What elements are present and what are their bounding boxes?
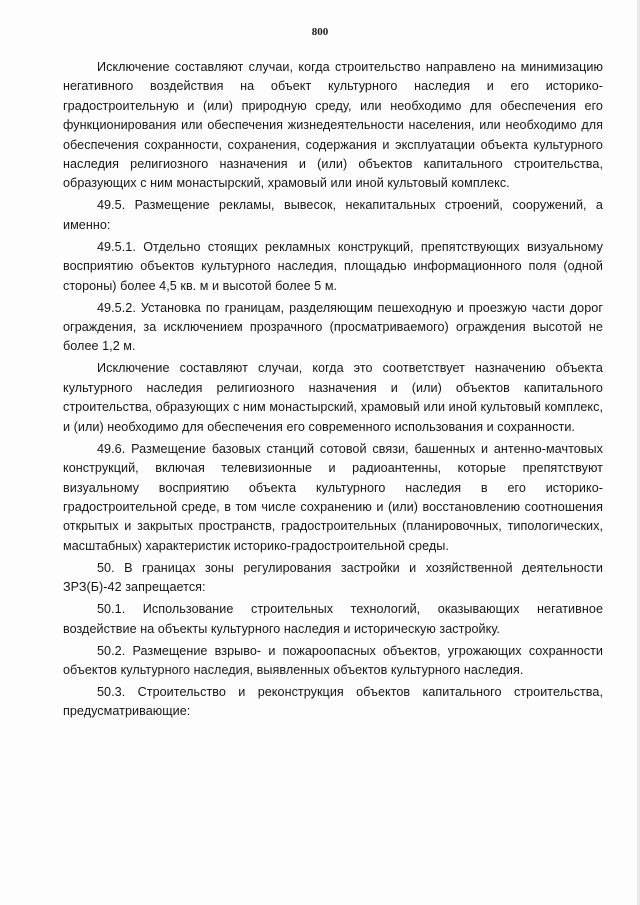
paragraph-50-1: 50.1. Использование строительных технологий, оказывающих негативное воздействие на объекты культурного наследия и историческую застройку. [63, 602, 603, 636]
paragraph-50: 50. В границах зоны регулирования застройки и хозяйственной деятельности ЗРЗ(Б)-42 запрещается: [63, 560, 603, 595]
paragraph-49-5-1: 49.5.1. Отдельно стоящих рекламных конструкций, препятствующих визуальному восприятию объектов культурного наследия, площадью информационного поля (одной стороны) более 4,5 кв. м и высотой более 5 м. [63, 239, 603, 293]
paragraph-50-2: 50.2. Размещение взрыво- и пожароопасных объектов, угрожающих сохранности объектов культурного наследия, выявленных объектов культурного наследия. [63, 643, 603, 677]
paragraph-49-5: 49.5. Размещение рекламы, вывесок, некапитальных строений, сооружений, а именно: [63, 198, 603, 232]
page-number: 800 [311, 26, 329, 38]
paragraph-exception-construction: Исключение составляют случаи, когда строительство направлено на минимизацию негативного воздействия на объект культурного наследия и его историко-градостроительную и (или) природную среду, или необходимо для обеспечения его функционирования или обеспечения жизнедеятельности населения, или необходимо для обеспечения сохранности, сохранения, содержания и эксплуатации объекта культурного наследия религиозного назначения и (или) объектов капитального строительства, образующих с ним монастырский, храмовый или иной культовый комплекс. [63, 60, 603, 191]
paragraph-49-5-2: 49.5.2. Установка по границам, разделяющим пешеходную и проезжую части дорог ограждения, за исключением прозрачного (просматриваемого) ограждения высотой не более 1,2 м. [63, 300, 603, 354]
paragraph-50-3: 50.3. Строительство и реконструкция объектов капитального строительства, предусматривающие: [63, 684, 603, 719]
paragraph-49-6: 49.6. Размещение базовых станций сотовой связи, башенных и антенно-мачтовых конструкций, включая телевизионные и радиоантенны, которые препятствуют визуальному восприятию объекта культурного наследия в его историко-градостроительной среде, в том числе сохранению и (или) восстановлению соотношения открытых и закрытых пространств, градостроительных (планировочных, типологических, масштабных) характеристик историко-градостроительной среды. [63, 441, 603, 553]
document-body [63, 58, 603, 722]
paragraph-exception-purpose: Исключение составляют случаи, когда это соответствует назначению объекта культурного наследия религиозного назначения и (или) объектов капитального строительства, образующих с ним монастырский, храмовый или иной культовый комплекс, и (или) необходимо для обеспечения его современного использования и сохранности. [63, 361, 603, 434]
